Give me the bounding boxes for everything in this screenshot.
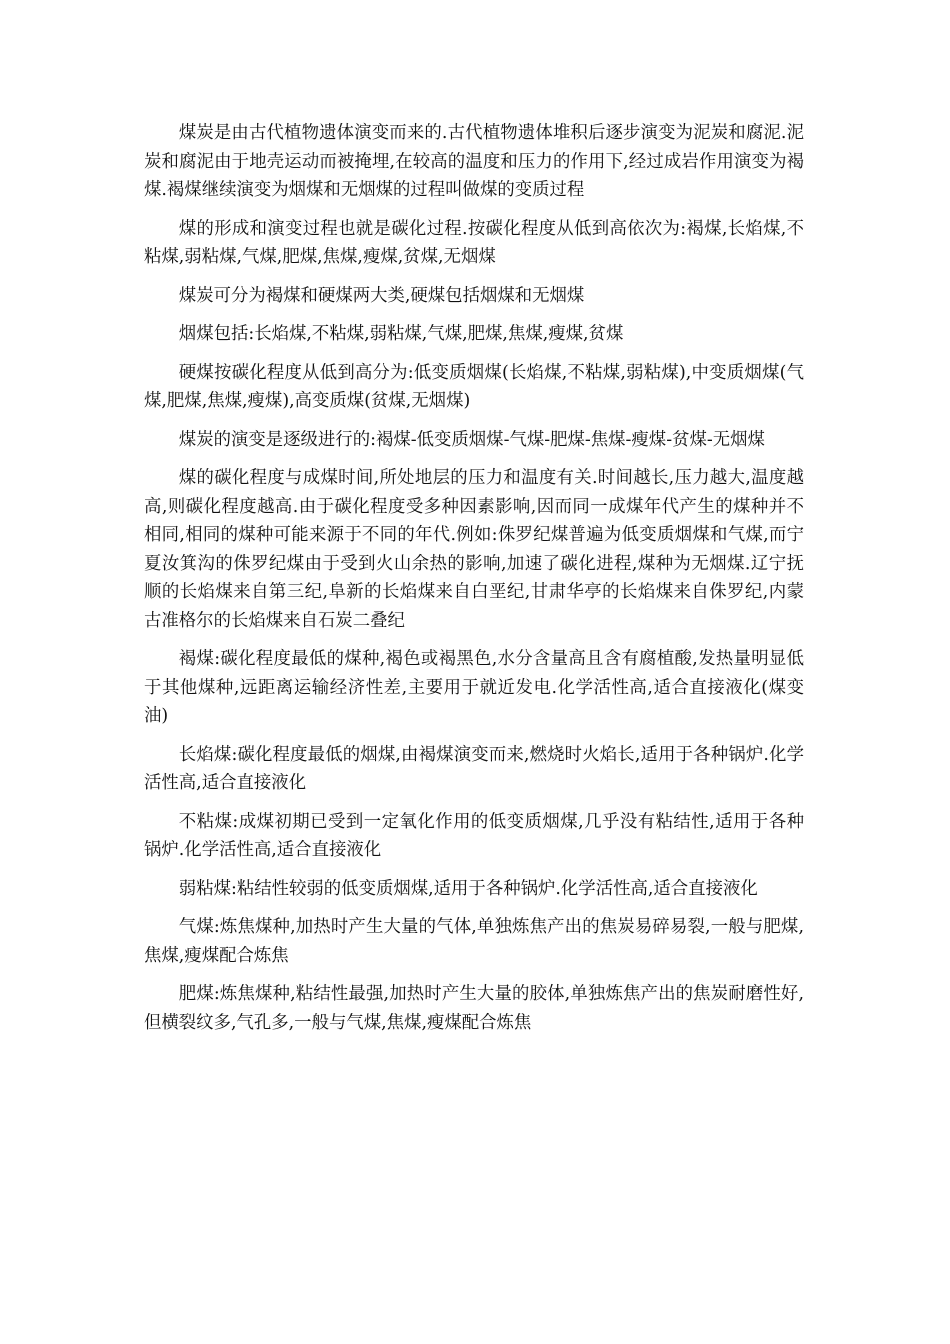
paragraph-evolution-sequence: 煤炭的演变是逐级进行的:褐煤-低变质烟煤-气煤-肥煤-焦煤-瘦煤-贫煤-无烟煤: [178, 429, 765, 450]
paragraph-lignite: 褐煤:碳化程度最低的煤种,褐色或褐黑色,水分含量高且含有腐植酸,发热量明显低于其他煤种,远距离运输经济性差,主要用于就近发电.化学活性高,适合直接液化(煤变油): [144, 649, 804, 726]
paragraph-gas-coal: 气煤:炼焦煤种,加热时产生大量的气体,单独炼焦产出的焦炭易碎易裂,一般与肥煤,焦煤,瘦煤配合炼焦: [144, 917, 804, 966]
paragraph-hard-coal-grades: 硬煤按碳化程度从低到高分为:低变质烟煤(长焰煤,不粘煤,弱粘煤),中变质烟煤(气煤,肥煤,焦煤,瘦煤),高变质煤(贫煤,无烟煤): [144, 362, 804, 411]
document-body: [144, 119, 804, 1047]
paragraph-coal-origin: 煤炭是由古代植物遗体演变而来的.古代植物遗体堆积后逐步演变为泥炭和腐泥.泥炭和腐泥由于地壳运动而被掩埋,在较高的温度和压力的作用下,经过成岩作用演变为褐煤.褐煤继续演变为烟煤和无烟煤的过程叫做煤的变质过程: [144, 123, 804, 200]
paragraph-carbonization-factors: 煤的碳化程度与成煤时间,所处地层的压力和温度有关.时间越长,压力越大,温度越高,则碳化程度越高.由于碳化程度受多种因素影响,因而同一成煤年代产生的煤种并不相同,相同的煤种可能来源于不同的年代.例如:侏罗纪煤普遍为低变质烟煤和气煤,而宁夏汝箕沟的侏罗纪煤由于受到火山余热的影响,加速了碳化进程,煤种为无烟煤.辽宁抚顺的长焰煤来自第三纪,阜新的长焰煤来自白垩纪,甘肃华亭的长焰煤来自侏罗纪,内蒙古准格尔的长焰煤来自石炭二叠纪: [144, 468, 804, 631]
paragraph-coal-classes: 煤炭可分为褐煤和硬煤两大类,硬煤包括烟煤和无烟煤: [178, 285, 585, 306]
paragraph-fat-coal: 肥煤:炼焦煤种,粘结性最强,加热时产生大量的胶体,单独炼焦产出的焦炭耐磨性好,但横裂纹多,气孔多,一般与气煤,焦煤,瘦煤配合炼焦: [144, 984, 804, 1033]
paragraph-long-flame-coal: 长焰煤:碳化程度最低的烟煤,由褐煤演变而来,燃烧时火焰长,适用于各种锅炉.化学活性高,适合直接液化: [144, 744, 804, 793]
paragraph-non-caking-coal: 不粘煤:成煤初期已受到一定氧化作用的低变质烟煤,几乎没有粘结性,适用于各种锅炉.化学活性高,适合直接液化: [144, 811, 804, 860]
paragraph-weak-caking-coal: 弱粘煤:粘结性较弱的低变质烟煤,适用于各种锅炉.化学活性高,适合直接液化: [178, 878, 758, 899]
paragraph-carbonization-order: 煤的形成和演变过程也就是碳化过程.按碳化程度从低到高依次为:褐煤,长焰煤,不粘煤,弱粘煤,气煤,肥煤,焦煤,瘦煤,贫煤,无烟煤: [144, 218, 804, 267]
paragraph-bituminous-types: 烟煤包括:长焰煤,不粘煤,弱粘煤,气煤,肥煤,焦煤,瘦煤,贫煤: [178, 324, 624, 344]
